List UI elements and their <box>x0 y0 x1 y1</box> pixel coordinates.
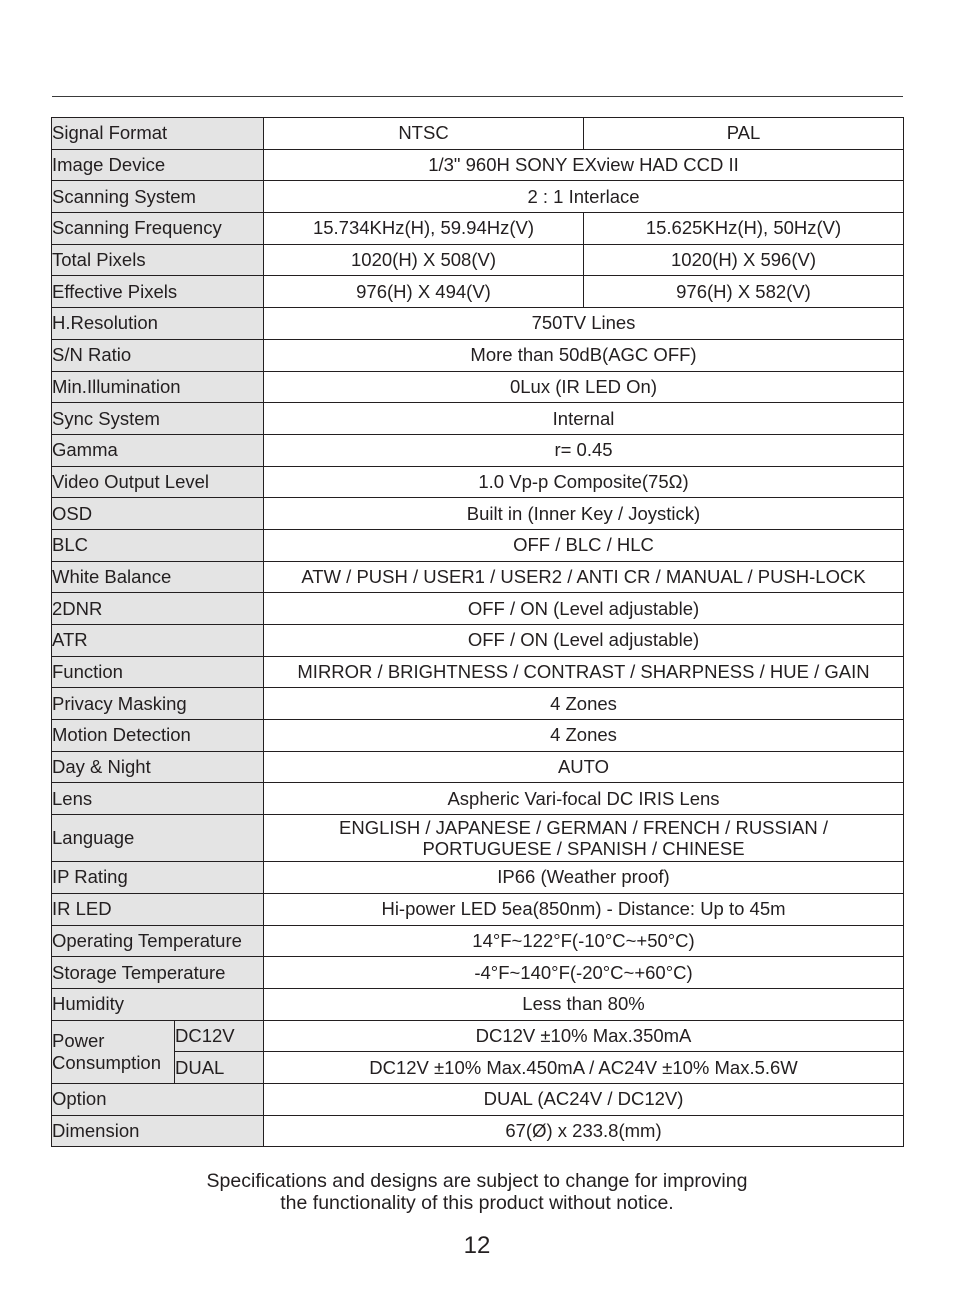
spec-value: OFF / ON (Level adjustable) <box>264 593 904 625</box>
spec-value-pal: 15.625KHz(H), 50Hz(V) <box>584 213 904 245</box>
table-row <box>52 403 904 435</box>
power-label-line-2: Consumption <box>52 1051 162 1073</box>
spec-value: OFF / ON (Level adjustable) <box>264 625 904 657</box>
table-row <box>52 339 904 371</box>
spec-value-ntsc: 1020(H) X 508(V) <box>264 244 584 276</box>
spec-value: -4°F~140°F(-20°C~+60°C) <box>264 957 904 989</box>
disclaimer-note <box>100 1171 854 1214</box>
spec-value: Less than 80% <box>264 988 904 1020</box>
spec-value: AUTO <box>264 751 904 783</box>
table-row <box>52 862 904 894</box>
disclaimer-line-2: the functionality of this product without notice. <box>280 1191 674 1214</box>
spec-label: IR LED <box>52 893 264 925</box>
spec-value-pal: 976(H) X 582(V) <box>584 276 904 308</box>
table-row <box>52 434 904 466</box>
spec-value: MIRROR / BRIGHTNESS / CONTRAST / SHARPNESS / HUE / GAIN <box>264 656 904 688</box>
spec-value: DUAL (AC24V / DC12V) <box>264 1083 904 1115</box>
spec-label: Total Pixels <box>52 244 264 276</box>
spec-label: IP Rating <box>52 862 264 894</box>
spec-label: S/N Ratio <box>52 339 264 371</box>
table-row <box>52 1115 904 1147</box>
spec-value-ntsc: NTSC <box>264 118 584 150</box>
table-row <box>52 751 904 783</box>
spec-value-dual: DC12V ±10% Max.450mA / AC24V ±10% Max.5.6W <box>264 1052 904 1084</box>
spec-sublabel-dc12v: DC12V <box>175 1020 264 1052</box>
spec-label: Effective Pixels <box>52 276 264 308</box>
spec-value: 1/3" 960H SONY EXview HAD CCD II <box>264 149 904 181</box>
spec-value: r= 0.45 <box>264 434 904 466</box>
spec-label: Motion Detection <box>52 720 264 752</box>
table-row <box>52 498 904 530</box>
spec-value-pal: 1020(H) X 596(V) <box>584 244 904 276</box>
spec-label: Lens <box>52 783 264 815</box>
table-row <box>52 783 904 815</box>
table-row <box>52 720 904 752</box>
spec-label: Gamma <box>52 434 264 466</box>
table-row <box>52 688 904 720</box>
spec-value: 1.0 Vp-p Composite(75Ω) <box>264 466 904 498</box>
spec-label: Min.Illumination <box>52 371 264 403</box>
spec-label: Privacy Masking <box>52 688 264 720</box>
table-row <box>52 656 904 688</box>
language-line-1: ENGLISH / JAPANESE / GERMAN / FRENCH / RUSSIAN / <box>339 817 828 839</box>
spec-value: ATW / PUSH / USER1 / USER2 / ANTI CR / MANUAL / PUSH-LOCK <box>264 561 904 593</box>
spec-label: White Balance <box>52 561 264 593</box>
spec-value-dc12v: DC12V ±10% Max.350mA <box>264 1020 904 1052</box>
header-rule <box>52 96 903 97</box>
spec-value: Built in (Inner Key / Joystick) <box>264 498 904 530</box>
spec-value: IP66 (Weather proof) <box>264 862 904 894</box>
table-row <box>52 988 904 1020</box>
spec-value: Internal <box>264 403 904 435</box>
table-row <box>52 213 904 245</box>
table-row <box>52 561 904 593</box>
spec-value-pal: PAL <box>584 118 904 150</box>
spec-label: Scanning Frequency <box>52 213 264 245</box>
spec-value <box>264 815 904 862</box>
spec-label: Scanning System <box>52 181 264 213</box>
spec-value-ntsc: 15.734KHz(H), 59.94Hz(V) <box>264 213 584 245</box>
spec-label-power-consumption <box>52 1020 175 1083</box>
spec-value: 4 Zones <box>264 688 904 720</box>
table-row <box>52 244 904 276</box>
spec-value: 0Lux (IR LED On) <box>264 371 904 403</box>
language-line-2: PORTUGUESE / SPANISH / CHINESE <box>422 838 745 860</box>
spec-value: 2 : 1 Interlace <box>264 181 904 213</box>
spec-value: Aspheric Vari-focal DC IRIS Lens <box>264 783 904 815</box>
spec-label: Signal Format <box>52 118 264 150</box>
table-row <box>52 308 904 340</box>
table-row <box>52 593 904 625</box>
table-row <box>52 625 904 657</box>
page-number: 12 <box>463 1232 491 1259</box>
table-row <box>52 181 904 213</box>
table-row <box>52 149 904 181</box>
spec-label: ATR <box>52 625 264 657</box>
table-row <box>52 957 904 989</box>
spec-label: Storage Temperature <box>52 957 264 989</box>
table-row <box>52 118 904 150</box>
spec-label: Dimension <box>52 1115 264 1147</box>
disclaimer-line-1: Specifications and designs are subject to change for improving <box>206 1170 748 1192</box>
spec-value: OFF / BLC / HLC <box>264 529 904 561</box>
spec-label: Option <box>52 1083 264 1115</box>
table-row <box>52 925 904 957</box>
table-row <box>52 1020 904 1052</box>
spec-value: 67(Ø) x 233.8(mm) <box>264 1115 904 1147</box>
table-row <box>52 529 904 561</box>
spec-label: Day & Night <box>52 751 264 783</box>
table-row <box>52 815 904 862</box>
spec-label: Function <box>52 656 264 688</box>
table-row <box>52 466 904 498</box>
spec-label: Sync System <box>52 403 264 435</box>
spec-label: BLC <box>52 529 264 561</box>
spec-label: Video Output Level <box>52 466 264 498</box>
spec-label: Language <box>52 815 264 862</box>
spec-value: More than 50dB(AGC OFF) <box>264 339 904 371</box>
spec-value: 4 Zones <box>264 720 904 752</box>
spec-value: 14°F~122°F(-10°C~+50°C) <box>264 925 904 957</box>
spec-value-ntsc: 976(H) X 494(V) <box>264 276 584 308</box>
table-row <box>52 1083 904 1115</box>
spec-label: Humidity <box>52 988 264 1020</box>
spec-label: 2DNR <box>52 593 264 625</box>
power-label-line-1: Power <box>52 1029 105 1051</box>
spec-sublabel-dual: DUAL <box>175 1052 264 1084</box>
spec-value: Hi-power LED 5ea(850nm) - Distance: Up to 45m <box>264 893 904 925</box>
table-row <box>52 276 904 308</box>
table-row <box>52 371 904 403</box>
spec-label: H.Resolution <box>52 308 264 340</box>
spec-label: Image Device <box>52 149 264 181</box>
spec-label: Operating Temperature <box>52 925 264 957</box>
table-row <box>52 893 904 925</box>
specification-table <box>51 117 904 1147</box>
spec-label: OSD <box>52 498 264 530</box>
table-row <box>52 1052 904 1084</box>
spec-value: 750TV Lines <box>264 308 904 340</box>
